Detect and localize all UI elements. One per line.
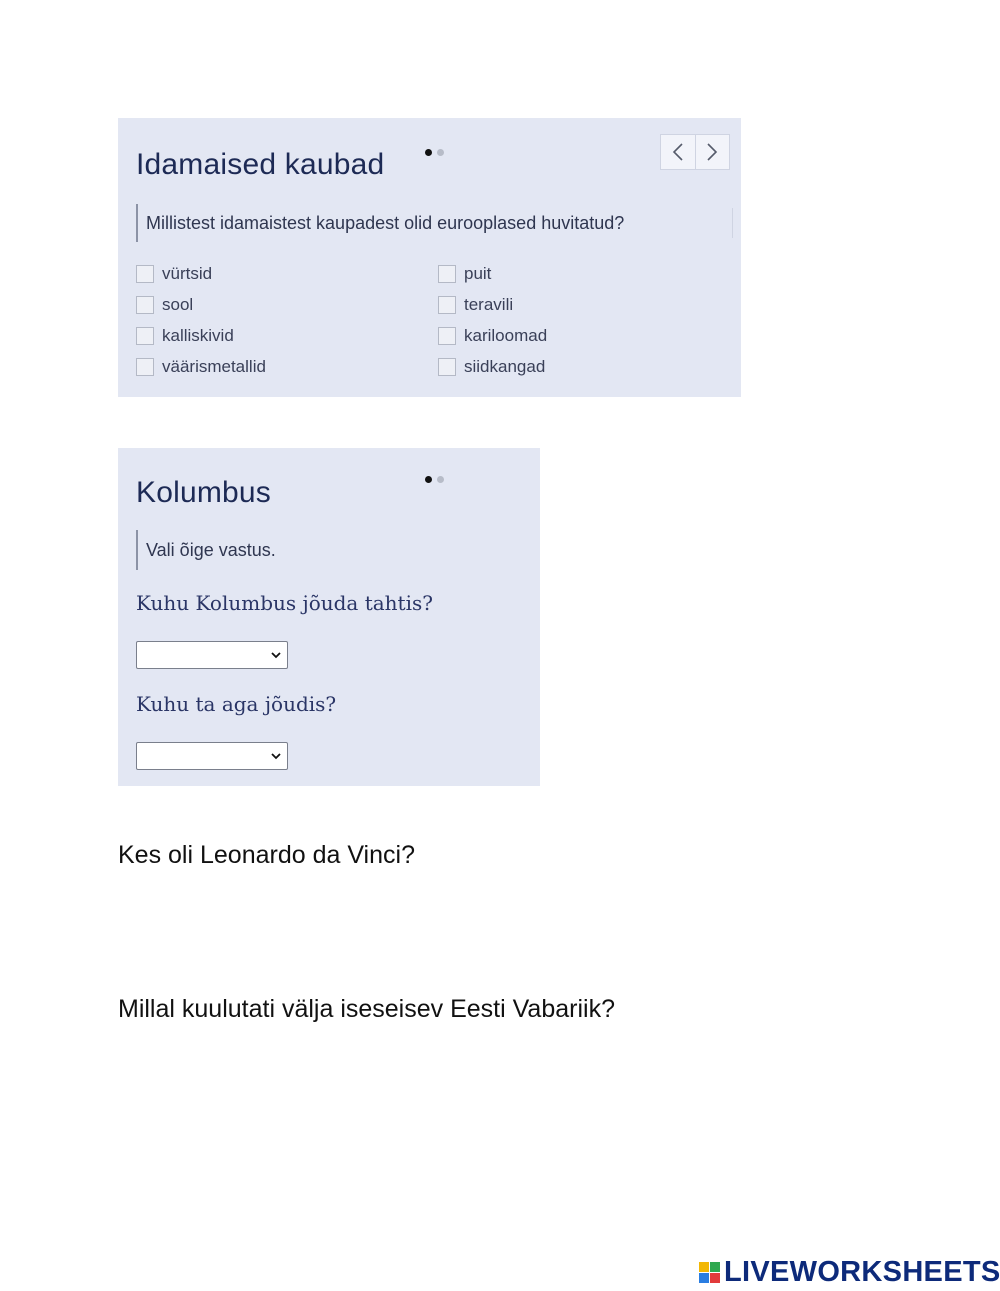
option-kalliskivid[interactable] [136, 326, 234, 346]
option-vurtsid[interactable] [136, 264, 212, 284]
option-vaarismetallid[interactable] [136, 357, 266, 377]
option-teravili[interactable] [438, 295, 513, 315]
panel-title: Kolumbus [136, 476, 272, 509]
logo-square [710, 1262, 720, 1272]
liveworksheets-logo [699, 1256, 1000, 1289]
option-kariloomad[interactable] [438, 326, 547, 346]
next-button[interactable] [696, 135, 730, 169]
question-eesti-vabariik: Millal kuulutati välja iseseisev Eesti Vabariik? [118, 995, 615, 1023]
brand-name: LIVEWORKSHEETS [724, 1256, 1000, 1288]
answer-select-1[interactable] [136, 641, 288, 669]
checkbox[interactable] [438, 265, 456, 283]
checkbox[interactable] [438, 327, 456, 345]
option-label: siidkangad [464, 357, 546, 376]
panel-navigation [660, 134, 730, 170]
logo-square [699, 1262, 709, 1272]
chevron-down-icon [271, 652, 281, 659]
checkbox[interactable] [438, 358, 456, 376]
pager-dot-active[interactable] [425, 476, 432, 483]
question-2: Kuhu ta aga jõudis? [136, 692, 337, 716]
instruction-label: Vali õige vastus. [146, 540, 276, 560]
answer-select-2[interactable] [136, 742, 288, 770]
pager-dot[interactable] [437, 476, 444, 483]
logo-square [699, 1273, 709, 1283]
previous-button[interactable] [661, 135, 696, 169]
option-label: väärismetallid [162, 357, 266, 376]
pager-dots [425, 149, 444, 156]
instruction-text [136, 530, 276, 570]
option-label: sool [162, 295, 194, 314]
checkbox[interactable] [136, 265, 154, 283]
chevron-left-icon [672, 142, 684, 162]
pager-dot-active[interactable] [425, 149, 432, 156]
pager-dot[interactable] [437, 149, 444, 156]
chevron-down-icon [271, 753, 281, 760]
question-1: Kuhu Kolumbus jõuda tahtis? [136, 591, 433, 615]
panel-title: Idamaised kaubad [136, 148, 385, 181]
chevron-right-icon [706, 142, 718, 162]
option-puit[interactable] [438, 264, 491, 284]
option-label: vürtsid [162, 264, 213, 283]
logo-icon [699, 1262, 720, 1283]
activity-panel-idamaised-kaubad [118, 118, 741, 397]
option-siidkangad[interactable] [438, 357, 545, 377]
option-sool[interactable] [136, 295, 193, 315]
question-leonardo: Kes oli Leonardo da Vinci? [118, 841, 415, 869]
option-label: teravili [464, 295, 514, 314]
checkbox[interactable] [136, 296, 154, 314]
pager-dots [425, 476, 444, 483]
option-label: puit [464, 264, 492, 283]
checkbox[interactable] [136, 327, 154, 345]
checkbox[interactable] [136, 358, 154, 376]
option-label: kalliskivid [162, 326, 234, 345]
instruction-label: Millistest idamaistest kaupadest olid eurooplased huvitatud? [146, 213, 625, 233]
instruction-text [136, 204, 733, 242]
activity-panel-kolumbus [118, 448, 540, 786]
logo-square [710, 1273, 720, 1283]
checkbox[interactable] [438, 296, 456, 314]
option-label: kariloomad [464, 326, 548, 345]
